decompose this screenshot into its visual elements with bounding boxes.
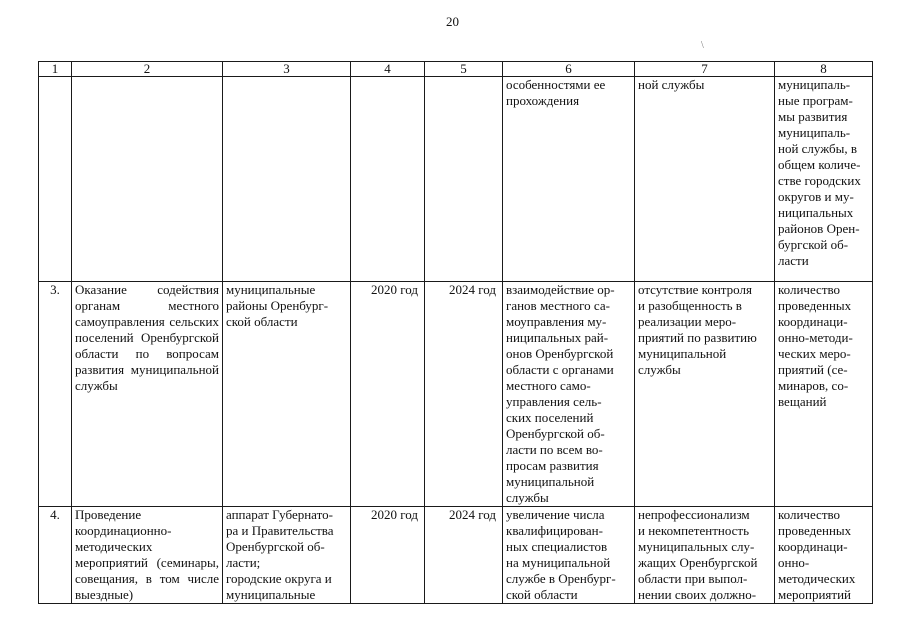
cell-consequences: ной службы — [635, 77, 775, 282]
cell-number — [39, 77, 72, 282]
cell-executors — [223, 77, 351, 282]
cell-expected-result: взаимодействие ор- ганов местного са- моуправления му- ниципальных рай- онов Оренбургской области с органами местного само- управления сель- ских поселений Оренбургской об- ласти по всем во- просам развития муниципальной службы — [503, 282, 635, 507]
header-col-6: 6 — [503, 62, 635, 77]
table-row — [39, 282, 873, 507]
cell-measure: Оказание содействия органам местного самоуправления сельских поселений Оренбургской области по вопросам развития муниципальной службы — [72, 282, 223, 507]
table-row-continuation — [39, 77, 873, 282]
cell-measure — [72, 77, 223, 282]
header-col-3: 3 — [223, 62, 351, 77]
cell-expected-result: особенностями ее прохождения — [503, 77, 635, 282]
cell-consequences: непрофессионализм и некомпетентность муниципальных слу- жащих Оренбургской области при выпол- нении своих должно- — [635, 507, 775, 604]
scan-mark: \ — [701, 40, 704, 51]
cell-number: 3. — [39, 282, 72, 507]
cell-number: 4. — [39, 507, 72, 604]
cell-indicator: муниципаль- ные програм- мы развития муниципаль- ной службы, в общем количе- стве городских округов и му- ниципальных районов Орен- бургской об- ласти — [775, 77, 873, 282]
cell-end-year — [425, 77, 503, 282]
cell-start-year: 2020 год — [351, 282, 425, 507]
cell-executors: муниципальные районы Оренбург- ской области — [223, 282, 351, 507]
table-row — [39, 507, 873, 604]
header-row — [39, 62, 873, 77]
cell-measure: Проведение координационно-методических мероприятий (семинары, совещания, в том числе выездные) — [72, 507, 223, 604]
header-col-4: 4 — [351, 62, 425, 77]
header-col-8: 8 — [775, 62, 873, 77]
header-col-1: 1 — [39, 62, 72, 77]
cell-indicator: количество проведенных координаци- онно-методи- ческих меро- приятий (се- минаров, со- вещаний — [775, 282, 873, 507]
cell-indicator: количество проведенных координаци- онно- методических мероприятий — [775, 507, 873, 604]
page-number: 20 — [446, 14, 459, 29]
measures-table — [38, 61, 873, 604]
cell-expected-result: увеличение числа квалифицирован- ных специалистов на муниципальной службе в Оренбург- ской области — [503, 507, 635, 604]
cell-consequences: отсутствие контроля и разобщенность в реализации меро- приятий по развитию муниципальной службы — [635, 282, 775, 507]
cell-executors: аппарат Губернато- ра и Правительства Оренбургской об- ласти; городские округа и муниципальные — [223, 507, 351, 604]
header-col-7: 7 — [635, 62, 775, 77]
cell-start-year — [351, 77, 425, 282]
header-col-5: 5 — [425, 62, 503, 77]
cell-end-year: 2024 год — [425, 507, 503, 604]
cell-start-year: 2020 год — [351, 507, 425, 604]
cell-end-year: 2024 год — [425, 282, 503, 507]
header-col-2: 2 — [72, 62, 223, 77]
